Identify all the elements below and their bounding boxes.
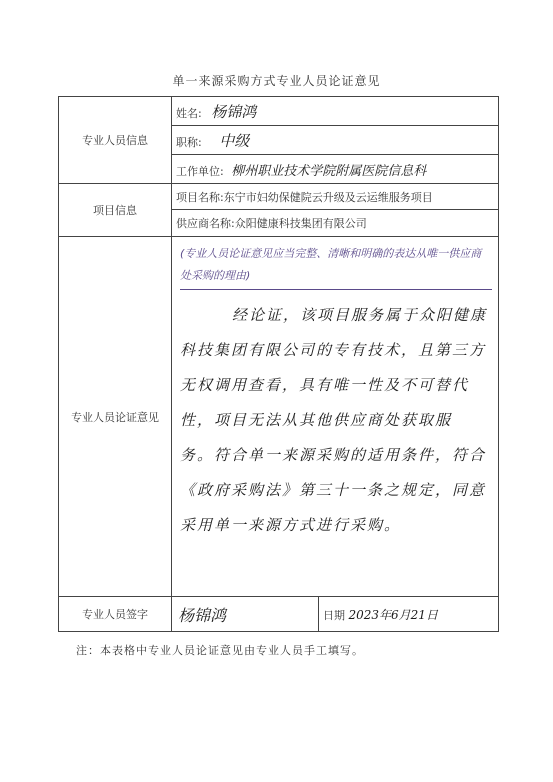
name-row	[172, 97, 499, 126]
opinion-cell	[172, 237, 499, 597]
signature-label: 专业人员签字	[59, 597, 172, 632]
work-unit-label: 工作单位:	[176, 164, 224, 178]
professional-title-label: 职称:	[176, 135, 202, 149]
opinion-line: 无权调用查看，具有唯一性及不可替代	[180, 376, 470, 394]
opinion-line: 经论证，该项目服务属于众阳健康	[232, 306, 488, 324]
opinion-guide-text: (专业人员论证意见应当完整、清晰和明确的表达从唯一供应商处采购的理由)	[180, 247, 482, 282]
opinion-line: 科技集团有限公司的专有技术，且第三方	[180, 341, 487, 359]
name-value: 杨锦鸿	[211, 102, 257, 121]
opinion-line: 务。符合单一来源采购的适用条件，符合	[180, 446, 487, 464]
supplier-label: 供应商名称:	[176, 217, 235, 230]
signature-area	[172, 603, 318, 626]
title-row	[172, 126, 499, 155]
date-label: 日期	[323, 608, 345, 622]
signature: 杨锦鸿	[178, 605, 227, 625]
handwritten-opinion	[180, 298, 492, 543]
opinion-guide	[180, 243, 492, 290]
project-name-value: 东宁市妇幼保健院云升级及云运维服务项目	[223, 190, 433, 204]
signature-row	[172, 597, 499, 632]
form-note: 注：本表格中专业人员论证意见由专业人员手工填写。	[76, 644, 364, 657]
opinion-line: 《政府采购法》第三十一条之规定，同意	[180, 481, 487, 499]
expert-info-label: 专业人员信息	[59, 97, 172, 184]
form-title: 单一来源采购方式专业人员论证意见	[172, 74, 381, 88]
opinion-label: 专业人员论证意见	[59, 237, 172, 597]
date-area	[319, 606, 438, 623]
supplier-row	[172, 210, 499, 237]
project-info-label: 项目信息	[59, 184, 172, 237]
unit-row	[172, 155, 499, 184]
name-label: 姓名:	[176, 106, 202, 120]
work-unit-value: 柳州职业技术学院附属医院信息科	[231, 163, 427, 179]
opinion-line: 性，项目无法从其他供应商处获取服	[180, 411, 453, 429]
supplier-value: 众阳健康科技集团有限公司	[234, 217, 367, 230]
date-value: 2023年6月21日	[348, 607, 438, 622]
project-name-row	[172, 184, 499, 210]
opinion-form-table	[58, 96, 499, 632]
project-name-label: 项目名称:	[176, 190, 224, 204]
professional-title-value: 中级	[219, 131, 250, 150]
opinion-line: 采用单一来源方式进行采购。	[180, 516, 402, 534]
